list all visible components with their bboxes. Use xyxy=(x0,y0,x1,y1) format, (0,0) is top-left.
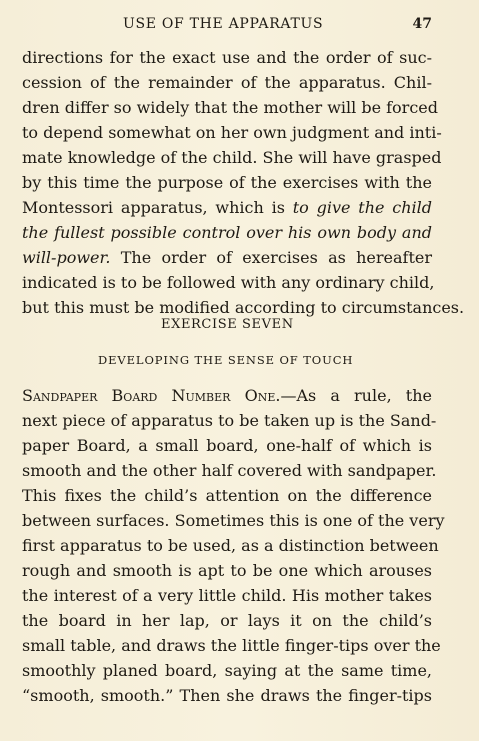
paragraph-sandpaper-board xyxy=(22,383,445,713)
section-title: EXERCISE SEVEN xyxy=(161,317,294,332)
page-number: 47 xyxy=(412,16,432,32)
italic-text-line: the fullest possible control over his own body and xyxy=(22,223,432,242)
italic-text: will-power. xyxy=(22,248,111,267)
text-line: paper Board, a small board, one-half of which is xyxy=(22,436,432,455)
text-line: mate knowledge of the child. She will have grasped xyxy=(22,148,442,167)
text-line xyxy=(22,383,432,408)
text-line: indicated is to be followed with any ordinary child, xyxy=(22,273,435,292)
text-line: to depend somewhat on her own judgment and inti- xyxy=(22,123,442,142)
italic-text: to give the child xyxy=(292,198,433,217)
text-line: rough and smooth is apt to be one which arouses xyxy=(22,561,432,580)
text-line: the board in her lap, or lays it on the child’s xyxy=(22,611,432,630)
text-line: smooth and the other half covered with sandpaper. xyxy=(22,461,437,480)
text-segment: The order of exercises as hereafter xyxy=(110,248,432,267)
section-subtitle: DEVELOPING THE SENSE OF TOUCH xyxy=(98,353,354,367)
paragraph-directions xyxy=(22,45,465,322)
text-line: between surfaces. Sometimes this is one of the very xyxy=(22,511,445,530)
text-line: small table, and draws the little finger-tips over the xyxy=(22,636,441,655)
text-line xyxy=(22,195,432,220)
section-lead-in: Sandpaper Board Number One. xyxy=(22,386,281,405)
text-line xyxy=(22,245,432,270)
text-line: dren differ so widely that the mother will be forced xyxy=(22,98,438,117)
running-head xyxy=(22,16,432,34)
text-line: directions for the exact use and the order of suc- xyxy=(22,48,432,67)
text-line: cession of the remainder of the apparatus. Chil- xyxy=(22,73,432,92)
text-line: the interest of a very little child. His mother takes xyxy=(22,586,432,605)
text-line: by this time the purpose of the exercises with the xyxy=(22,173,432,192)
text-line: smoothly planed board, saying at the same time, xyxy=(22,661,432,680)
text-line: next piece of apparatus to be taken up is the Sand- xyxy=(22,411,437,430)
text-line: “smooth, smooth.” Then she draws the finger-tips xyxy=(22,686,432,705)
text-segment: Montessori apparatus, which is xyxy=(22,198,293,217)
text-line: but this must be modified according to circumstances. xyxy=(22,298,465,317)
text-line: first apparatus to be used, as a distinction between xyxy=(22,536,439,555)
running-title: USE OF THE APPARATUS xyxy=(123,16,324,32)
text-line: This fixes the child’s attention on the difference xyxy=(22,486,432,505)
text-segment: —As a rule, the xyxy=(280,386,433,405)
